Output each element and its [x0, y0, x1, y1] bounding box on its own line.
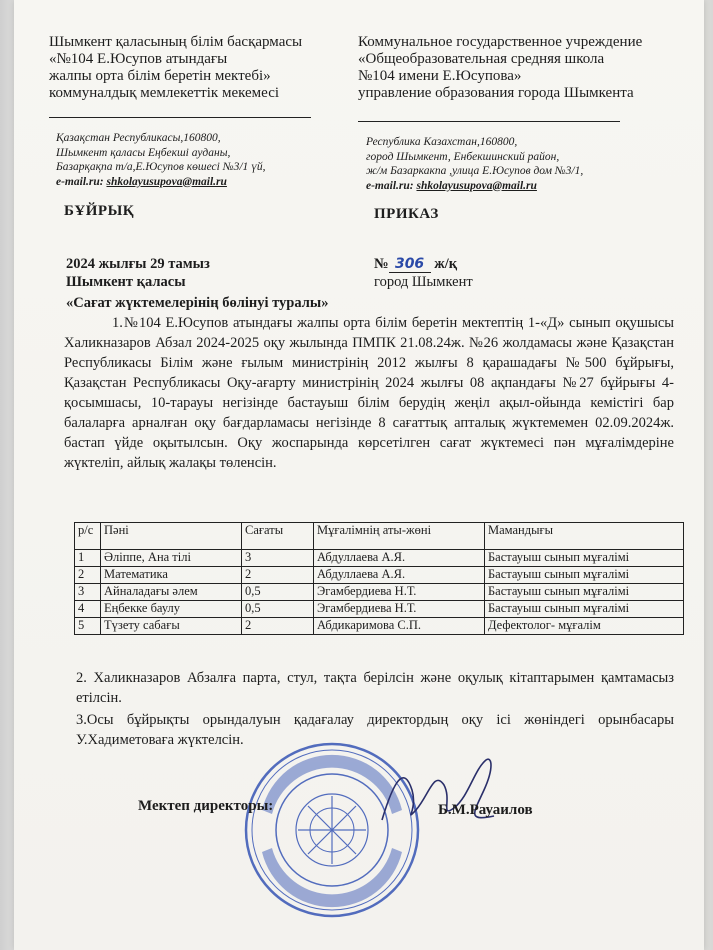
table-cell: Бастауыш сынып мұғалімі [485, 567, 684, 584]
table-cell: Абдикаримова С.П. [314, 618, 485, 635]
number-suffix: ж/қ [434, 256, 458, 272]
email-label: e-mail.ru: [56, 175, 104, 188]
table-cell: Айналадағы әлем [101, 584, 242, 601]
table-cell: 1 [75, 550, 101, 567]
header-left-rule [49, 117, 311, 118]
address-right-line: Республика Казахстан,160800, [366, 136, 518, 148]
address-left [56, 131, 356, 189]
hours-table [74, 522, 684, 635]
address-left-line: Қазақстан Республикасы,160800, [56, 132, 221, 144]
table-cell: Әліппе, Ана тілі [101, 550, 242, 567]
table-header-cell: Пәні [101, 523, 242, 550]
address-right [366, 135, 686, 193]
table-header-cell: р/с [75, 523, 101, 550]
table-cell: Түзету сабағы [101, 618, 242, 635]
order-date: 2024 жылғы 29 тамыз [66, 256, 210, 272]
table-row [75, 601, 684, 618]
address-left-line: Шымкент қаласы Еңбекші ауданы, [56, 146, 231, 159]
paragraph-2: 2. Халикназаров Абзалға парта, стул, тақта берілсін және оқулық кітаптарымен қамтамасыз етілсін. [76, 670, 674, 706]
paragraph-1: 1.№104 Е.Юсупов атындағы жалпы орта білім беретін мектептің 1-«Д» сынып оқушысы Халикназаров Абзал 2024-2025 оқу жылында ПМПК 21.08.24ж. №26 жолдамасы және Қазақстан Республикасы Білім және ғылым министрінің 2012 жылғы 8 қарашадағы №500 бұйрығы, Қазақстан Республикасы Оқу-ағарту министрінің 2024 жылғы 08 ақпандағы №27 бұйрығы 4-қосымшасы, 10-тарауы негізінде бастауыш білім берудің жеңіл ақыл-ойында кемістігі бар балаларға арналған оқу бағдарламасы негізінде 8 сағаттық апталық жүктемемен 02.09.2024ж. бастап үйде оқытылсын. Оқу жоспарында көрсетілген сағат жүктемесі пән мұғалімдеріне жүктеліп, айлық жалақы төленсін. [64, 315, 674, 471]
table-cell: Еңбекке баулу [101, 601, 242, 618]
title-kz: БҰЙРЫҚ [64, 203, 135, 219]
table-cell: 0,5 [242, 584, 314, 601]
header-right-line: управление образования города Шымкента [358, 85, 634, 101]
table-row [75, 584, 684, 601]
table-cell: Дефектолог- мұғалім [485, 618, 684, 635]
table-cell: Абдуллаева А.Я. [314, 567, 485, 584]
table-cell: Эгамбердиева Н.Т. [314, 601, 485, 618]
address-left-email [56, 175, 356, 190]
handwritten-number: 306 [389, 256, 431, 273]
document-sheet [14, 0, 704, 950]
header-right-line: №104 имени Е.Юсупова» [358, 68, 522, 84]
email-link[interactable]: shkolayusupova@mail.ru [106, 175, 227, 188]
header-left-line: «№104 Е.Юсупов атындағы [49, 51, 228, 67]
email-label: e-mail.ru: [366, 179, 414, 192]
header-left [49, 34, 359, 102]
order-number [374, 256, 457, 273]
table-cell: Бастауыш сынып мұғалімі [485, 601, 684, 618]
order-city-ru: город Шымкент [374, 274, 473, 290]
table-header-cell: Мұғалімнің аты-жөні [314, 523, 485, 550]
table-header-cell: Сағаты [242, 523, 314, 550]
table-cell: 2 [242, 618, 314, 635]
address-right-email [366, 179, 686, 194]
table-cell: 3 [75, 584, 101, 601]
paragraph-3: 3.Осы бұйрықты орындалуын қадағалау директордың оқу ісі жөніндегі орынбасары У.Хадиметоваға жүктелсін. [76, 712, 674, 748]
table-cell: 4 [75, 601, 101, 618]
address-right-line: город Шымкент, Енбекшинский район, [366, 150, 560, 163]
table-header-row [75, 523, 684, 550]
title-ru: ПРИКАЗ [374, 206, 439, 222]
header-right-line: Коммунальное государственное учреждение [358, 34, 643, 50]
table-cell: Бастауыш сынып мұғалімі [485, 550, 684, 567]
table-row [75, 618, 684, 635]
table-cell: Абдуллаева А.Я. [314, 550, 485, 567]
header-left-line: жалпы орта білім беретін мектебі» [49, 68, 271, 84]
director-signature [374, 750, 504, 840]
header-right-rule [358, 121, 620, 122]
address-left-line: Базарқақпа т/а,Е.Юсупов көшесі №3/1 үй, [56, 161, 266, 173]
table-cell: Бастауыш сынып мұғалімі [485, 584, 684, 601]
table-row [75, 550, 684, 567]
table-header-cell: Мамандығы [485, 523, 684, 550]
number-prefix: № [374, 256, 389, 272]
table-cell: Математика [101, 567, 242, 584]
order-city-kz: Шымкент қаласы [66, 274, 186, 290]
table-row [75, 567, 684, 584]
order-subject: «Сағат жүктемелерінің бөлінуі туралы» [66, 295, 329, 311]
table-cell: 5 [75, 618, 101, 635]
address-right-line: ж/м Базаркакпа ,улица Е.Юсупов дом №3/1, [366, 165, 584, 177]
email-link[interactable]: shkolayusupova@mail.ru [416, 179, 537, 192]
director-role: Мектеп директоры: [138, 798, 274, 814]
table-cell: 2 [75, 567, 101, 584]
table-cell: 0,5 [242, 601, 314, 618]
table-cell: Эгамбердиева Н.Т. [314, 584, 485, 601]
header-left-line: коммуналдық мемлекеттік мекемесі [49, 85, 280, 101]
director-name: Б.М.Рауаилов [438, 802, 533, 818]
table-cell: 2 [242, 567, 314, 584]
header-right [358, 34, 688, 102]
table-cell: 3 [242, 550, 314, 567]
header-left-line: Шымкент қаласының білім басқармасы [49, 34, 303, 50]
header-right-line: «Общеобразовательная средняя школа [358, 51, 605, 67]
